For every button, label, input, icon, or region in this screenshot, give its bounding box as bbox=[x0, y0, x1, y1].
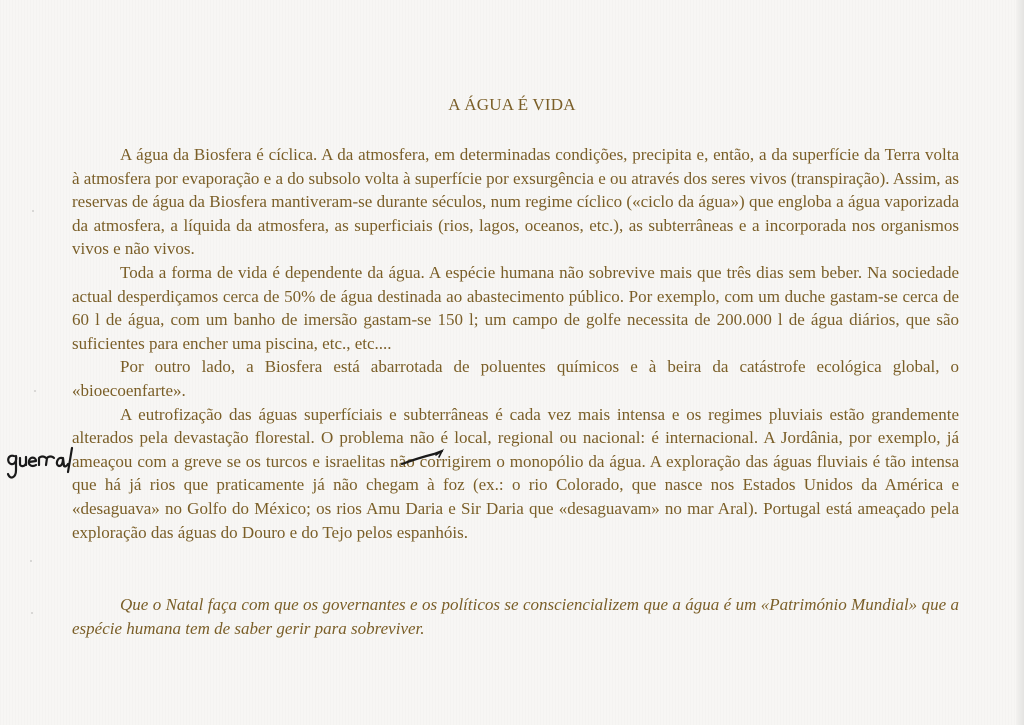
handwritten-margin-note bbox=[2, 436, 82, 496]
paragraph-pollution: Por outro lado, a Biosfera está abarrotada de poluentes químicos e à beira da catástrofe ecológica global, o «bioecoenfarte». bbox=[72, 357, 959, 400]
closing-wish bbox=[72, 593, 959, 640]
paragraph-life-dependence: Toda a forma de vida é dependente da água. A espécie humana não sobrevive mais que três dias sem beber. Na sociedade actual desperdiçamos cerca de 50% de água destinada ao abastecimento público. Por exemplo, com um duche gastam-se cerca de 60 l de água, com um banho de imersão gastam-se 150 l; um campo de golfe necessita de 200.000 l de água diários, que são suficientes para encher uma piscina, etc., etc.... bbox=[72, 262, 959, 353]
page-title: A ÁGUA É VIDA bbox=[448, 95, 576, 114]
handwritten-strikethrough bbox=[400, 448, 446, 468]
closing-text: Que o Natal faça com que os governantes e os políticos se consciencializem que a água é um «Património Mundial» que a espécie humana tem de saber gerir para sobreviver. bbox=[72, 595, 959, 638]
paragraph-water-cycle: A água da Biosfera é cíclica. A da atmosfera, em determinadas condições, precipita e, então, a da superfície da Terra volta à atmosfera por evaporação e a do subsolo volta à superfície por exsurgência e ou através dos seres vivos (transpiração). Assim, as reservas de água da Biosfera mantiveram-se durante séculos, num regime cíclico («ciclo da água») que engloba a água vaporizada da atmosfera, a líquida da atmosfera, as superficiais (rios, lagos, oceanos, etc.), as subterrâneas e a incorporada nos organismos vivos e não vivos. bbox=[72, 145, 959, 259]
document-body bbox=[72, 143, 959, 544]
scan-speck bbox=[32, 210, 34, 212]
scan-speck bbox=[30, 560, 32, 562]
scan-speck bbox=[31, 612, 33, 614]
scan-speck bbox=[34, 390, 36, 392]
paragraph-eutrophication: A eutrofização das águas superfíciais e subterrâneas é cada vez mais intensa e os regimes pluviais estão grandemente alterados pela devastação florestal. O problema não é local, regional ou nacional: é internacional. A Jordânia, por exemplo, já ameaçou com a greve se os turcos e israelitas não corrigirem o monopólio da água. A exploração das águas fluviais é tão intensa que há já rios que praticamente já não chegam à foz (ex.: o rio Colorado, que nasce nos Estados Unidos da América e «desaguava» no Golfo do México; os rios Amu Daria e Sir Daria que «desaguavam» no mar Aral). Portugal está ameaçado pela exploração das águas do Douro e do Tejo pelos espanhóis. bbox=[72, 404, 959, 542]
